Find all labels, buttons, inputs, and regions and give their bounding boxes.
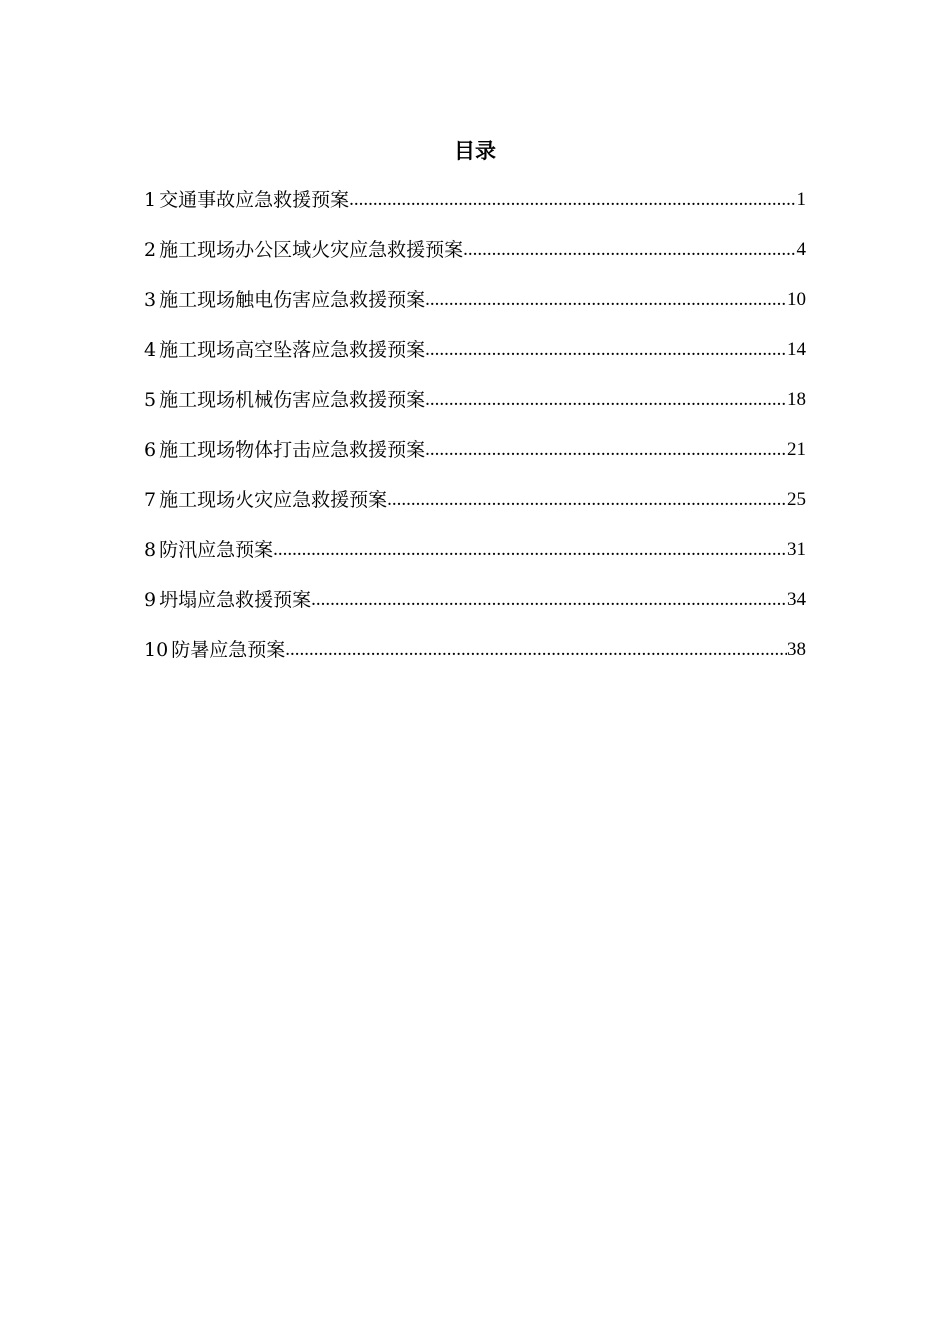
- toc-entry-page: 10: [787, 289, 806, 310]
- toc-entry-number: 3: [144, 289, 157, 311]
- toc-entry[interactable]: [144, 436, 806, 486]
- toc-dot-leader: [463, 236, 796, 264]
- toc-entry-page: 18: [787, 389, 806, 410]
- toc-dot-leader: [349, 186, 796, 214]
- toc-entry-page: 38: [787, 639, 806, 660]
- toc-title: 目录: [454, 138, 496, 163]
- toc-entry-title: 施工现场物体打击应急救援预案: [159, 439, 426, 461]
- toc-entry[interactable]: [144, 236, 806, 286]
- toc-entry[interactable]: [144, 586, 806, 636]
- toc-dot-leader: [425, 336, 787, 364]
- toc-entry[interactable]: [144, 486, 806, 536]
- toc-entry[interactable]: [144, 536, 806, 586]
- toc-dot-leader: [387, 486, 787, 514]
- toc-entry-number: 4: [144, 339, 157, 361]
- toc-entry-title: 施工现场触电伤害应急救援预案: [159, 289, 426, 311]
- toc-entry-page: 25: [787, 489, 806, 510]
- toc-entry-title: 施工现场高空坠落应急救援预案: [159, 339, 426, 361]
- toc-entry-number: 7: [144, 489, 157, 511]
- toc-entry-number: 2: [144, 239, 157, 261]
- toc-dot-leader: [425, 386, 787, 414]
- toc-list: [144, 186, 806, 686]
- toc-dot-leader: [311, 586, 787, 614]
- toc-dot-leader: [285, 636, 787, 664]
- toc-entry-page: 1: [796, 189, 806, 210]
- toc-entry-title: 交通事故应急救援预案: [159, 189, 350, 211]
- toc-dot-leader: [273, 536, 787, 564]
- toc-entry[interactable]: [144, 286, 806, 336]
- toc-entry[interactable]: [144, 636, 806, 686]
- toc-entry-title: 施工现场火灾应急救援预案: [159, 489, 388, 511]
- toc-dot-leader: [425, 286, 787, 314]
- toc-entry-page: 4: [796, 239, 806, 260]
- toc-entry-number: 9: [144, 589, 157, 611]
- toc-entry-page: 21: [787, 439, 806, 460]
- toc-entry-number: 10: [144, 639, 169, 661]
- toc-entry-page: 14: [787, 339, 806, 360]
- toc-entry[interactable]: [144, 386, 806, 436]
- toc-entry-title: 防汛应急预案: [159, 539, 274, 561]
- toc-entry-number: 6: [144, 439, 157, 461]
- toc-dot-leader: [425, 436, 787, 464]
- toc-entry-title: 防暑应急预案: [171, 639, 286, 661]
- toc-entry[interactable]: [144, 186, 806, 236]
- toc-entry-title: 坍塌应急救援预案: [159, 589, 312, 611]
- toc-entry-number: 8: [144, 539, 157, 561]
- toc-entry[interactable]: [144, 336, 806, 386]
- toc-entry-number: 5: [144, 389, 157, 411]
- toc-entry-number: 1: [144, 189, 157, 211]
- toc-entry-page: 34: [787, 589, 806, 610]
- toc-entry-page: 31: [787, 539, 806, 560]
- toc-entry-title: 施工现场机械伤害应急救援预案: [159, 389, 426, 411]
- toc-entry-title: 施工现场办公区域火灾应急救援预案: [159, 239, 464, 261]
